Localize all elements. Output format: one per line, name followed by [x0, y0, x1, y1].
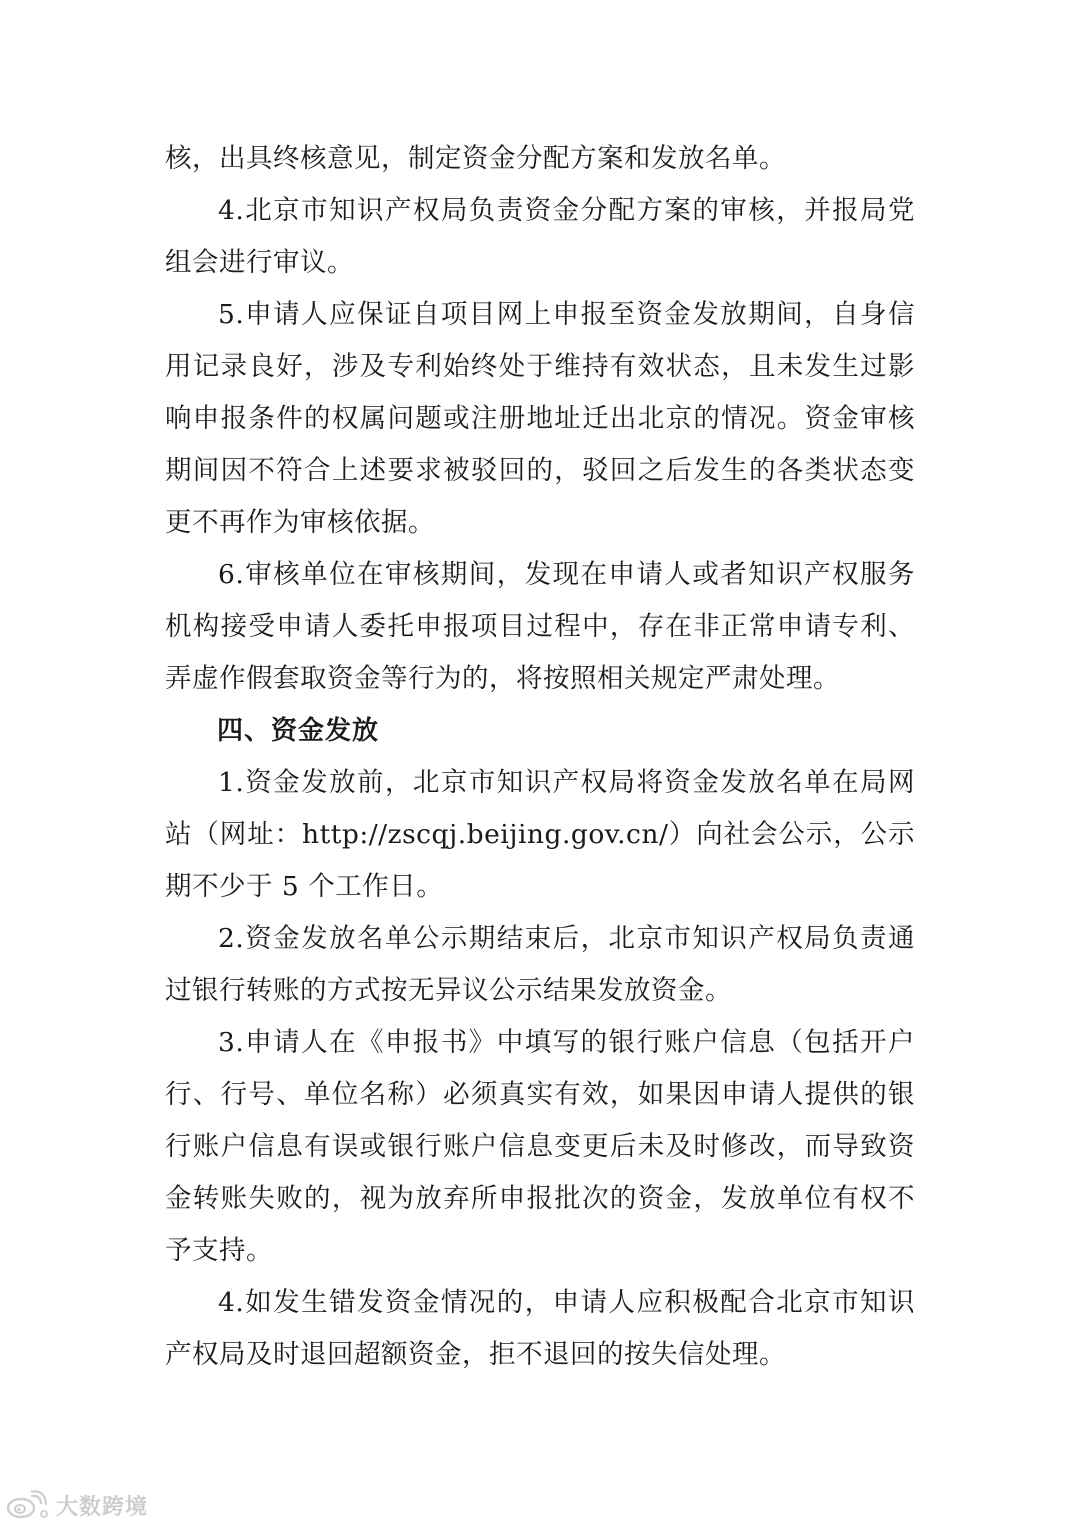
watermark-text: 大数跨境	[56, 1494, 149, 1520]
paragraph: 6.审核单位在审核期间，发现在申请人或者知识产权服务机构接受申请人委托申报项目过程中，存在非正常申请专利、弄虚作假套取资金等行为的，将按照相关规定严肃处理。	[165, 559, 915, 694]
paragraph: 5.申请人应保证自项目网上申报至资金发放期间，自身信用记录良好，涉及专利始终处于维持有效状态，且未发生过影响申报条件的权属问题或注册地址迁出北京的情况。资金审核期间因不符合上述要求被驳回的，驳回之后发生的各类状态变更不再作为审核依据。	[165, 299, 915, 538]
section-heading: 四、资金发放	[217, 716, 380, 746]
paragraph: 4.如发生错发资金情况的，申请人应积极配合北京市知识产权局及时退回超额资金，拒不退回的按失信处理。	[165, 1287, 915, 1370]
paragraph: 3.申请人在《申报书》中填写的银行账户信息（包括开户行、行号、单位名称）必须真实有效，如果因申请人提供的银行账户信息有误或银行账户信息变更后未及时修改，而导致资金转账失败的，视为放弃所申报批次的资金，发放单位有权不予支持。	[165, 1027, 915, 1266]
paragraph: 核，出具终核意见，制定资金分配方案和发放名单。	[165, 143, 786, 174]
paragraph: 4.北京市知识产权局负责资金分配方案的审核，并报局党组会进行审议。	[165, 195, 915, 278]
document-body	[165, 133, 915, 1381]
watermark	[6, 1487, 148, 1523]
weibo-logo-icon	[6, 1490, 52, 1520]
paragraph: 2.资金发放名单公示期结束后，北京市知识产权局负责通过银行转账的方式按无异议公示结果发放资金。	[165, 923, 915, 1006]
paragraph: 1.资金发放前，北京市知识产权局将资金发放名单在局网站（网址：http://zscqj.beijing.gov.cn/）向社会公示，公示期不少于 5 个工作日。	[165, 767, 915, 902]
